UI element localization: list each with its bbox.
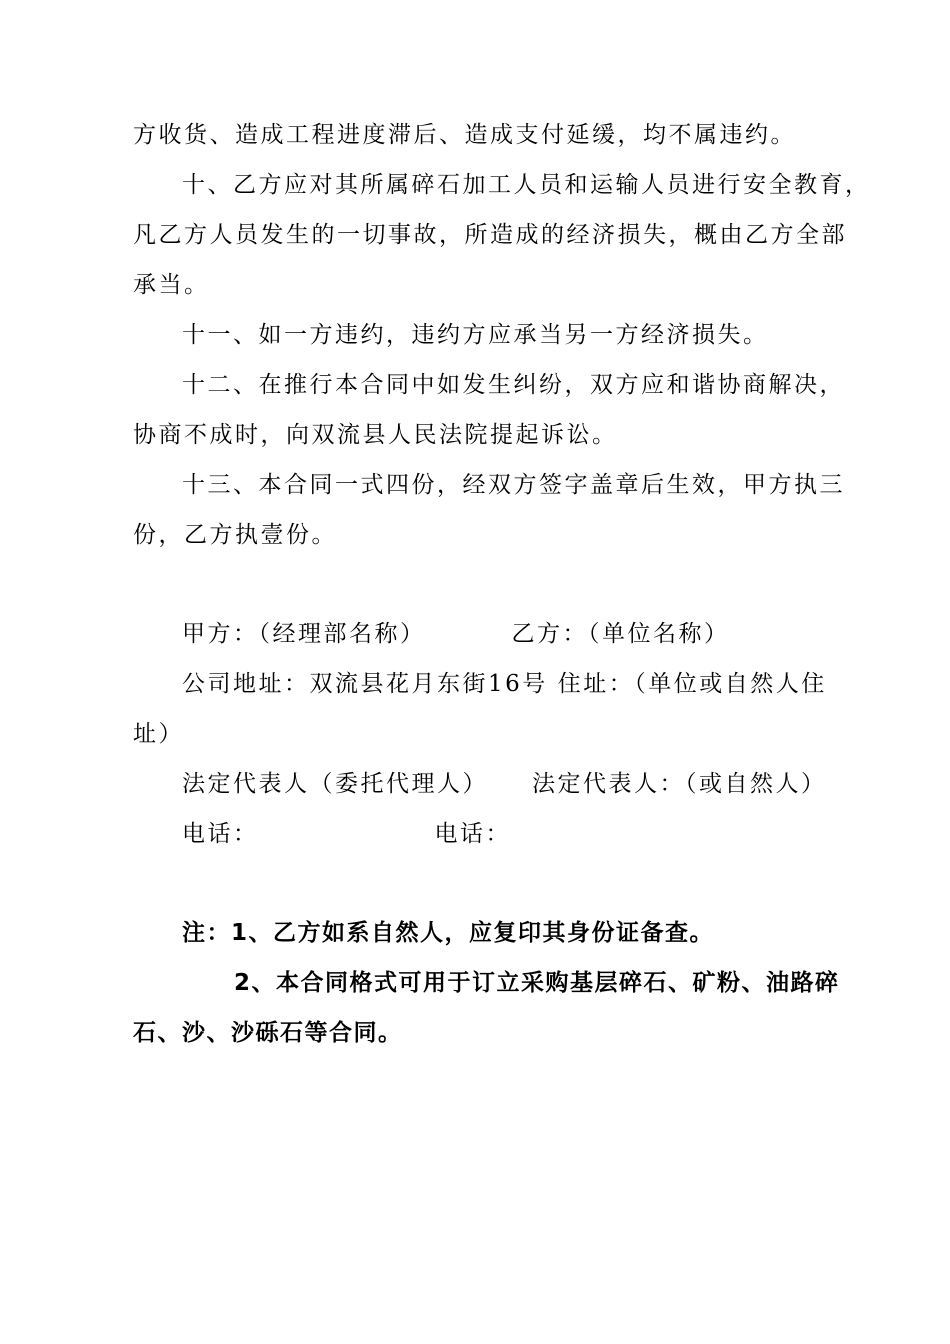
rep-b-label: 法定代表人：（或自然人）: [532, 771, 827, 797]
party-b-address: 住址：（单位或自然人住: [557, 671, 827, 697]
clause-12-line-2: 协商不成时，向双流县人民法院提起诉讼。: [133, 422, 618, 448]
party-a-label: 甲方：（经理部名称）: [182, 621, 426, 647]
clause-13-line-2: 份，乙方执壹份。: [133, 522, 337, 548]
note-1: 注：1、乙方如系自然人，应复印其身份证备查。: [182, 920, 715, 946]
clause-11: 十一、如一方违约，违约方应承当另一方经济损失。: [182, 322, 769, 348]
party-b-label: 乙方：（单位名称）: [511, 621, 730, 647]
phone-b-label: 电话：: [434, 821, 511, 847]
note-2-line-2: 石、沙、沙砾石等合同。: [133, 1020, 403, 1046]
signature-rep-row: [182, 759, 869, 809]
signature-address-row: [182, 659, 869, 709]
signature-party-row: [182, 609, 869, 659]
clause-10-line-2: 凡乙方人员发生的一切事故，所造成的经济损失，概由乙方全部: [133, 222, 847, 248]
company-address: 公司地址：双流县花月东街16号: [182, 671, 548, 697]
rep-a-label: 法定代表人（委托代理人）: [182, 771, 488, 797]
party-b-address-cont: 址）: [133, 721, 184, 747]
text-line: 方收货、造成工程进度滞后、造成支付延缓，均不属违约。: [133, 122, 796, 148]
clause-12-line-1: 十二、在推行本合同中如发生纠纷，双方应和谐协商解决，: [182, 372, 845, 398]
note-2-line-1: 2、本合同格式可用于订立采购基层碎石、矿粉、油路碎: [234, 970, 840, 996]
signature-phone-row: [182, 809, 869, 859]
clause-10-line-3: 承当。: [133, 272, 210, 298]
clause-13-line-1: 十三、本合同一式四份，经双方签字盖章后生效，甲方执三: [182, 472, 845, 498]
clause-10-line-1: 十、乙方应对其所属碎石加工人员和运输人员进行安全教育，: [182, 172, 871, 198]
phone-a-label: 电话：: [182, 821, 259, 847]
